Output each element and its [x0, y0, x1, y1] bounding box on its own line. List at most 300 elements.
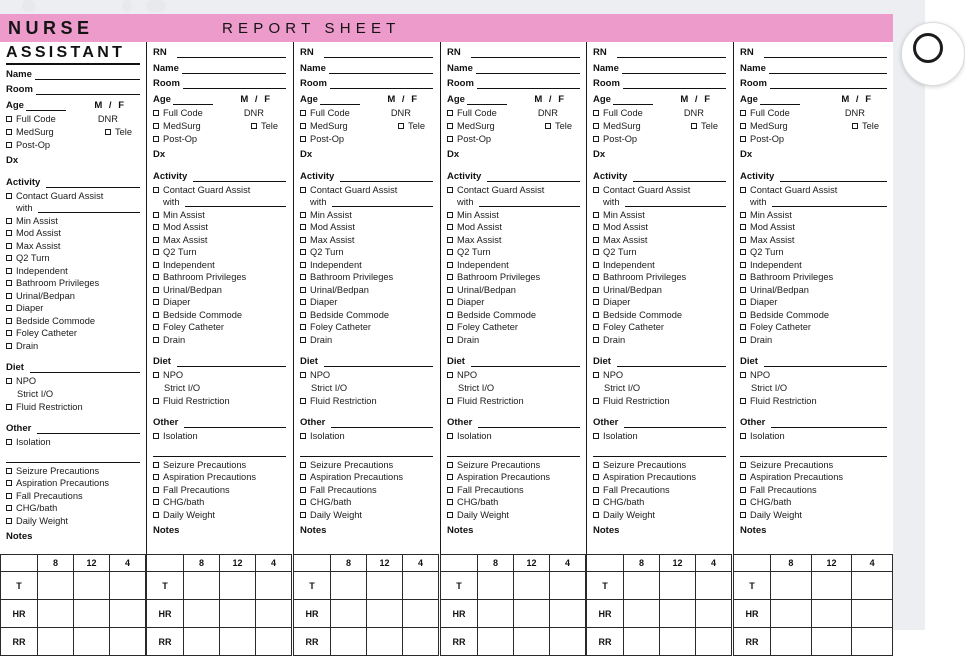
checkbox-icon[interactable]	[740, 312, 746, 318]
write-in-line[interactable]	[36, 86, 140, 95]
activity-item[interactable]	[447, 185, 580, 195]
activity-item[interactable]	[447, 247, 580, 257]
checkbox-icon[interactable]	[740, 224, 746, 230]
precaution-item[interactable]	[6, 478, 140, 488]
vitals-cell[interactable]	[74, 600, 110, 628]
checkbox-icon[interactable]	[691, 123, 697, 129]
activity-item[interactable]	[593, 335, 726, 345]
checkbox-icon[interactable]	[153, 123, 159, 129]
precaution-item[interactable]	[300, 510, 433, 520]
activity-item[interactable]	[740, 235, 887, 245]
diet-item[interactable]	[300, 396, 433, 406]
write-in-line[interactable]	[769, 65, 887, 74]
checkbox-icon[interactable]	[6, 129, 12, 135]
write-in-line[interactable]	[625, 198, 726, 207]
checkbox-icon[interactable]	[593, 187, 599, 193]
activity-item[interactable]	[447, 260, 580, 270]
activity-item[interactable]	[6, 316, 140, 326]
write-in-line[interactable]	[46, 179, 140, 188]
tele-row[interactable]	[545, 121, 580, 131]
write-in-line[interactable]	[182, 65, 286, 74]
post-op-row[interactable]	[593, 134, 726, 144]
activity-item[interactable]	[153, 185, 286, 195]
tele-row[interactable]	[398, 121, 433, 131]
vitals-cell[interactable]	[110, 572, 146, 600]
medsurg-row[interactable]	[740, 121, 887, 131]
activity-item[interactable]	[153, 335, 286, 345]
checkbox-icon[interactable]	[153, 499, 159, 505]
activity-item[interactable]	[153, 285, 286, 295]
checkbox-icon[interactable]	[593, 499, 599, 505]
checkbox-icon[interactable]	[300, 372, 306, 378]
vitals-cell[interactable]	[660, 572, 696, 600]
vitals-cell[interactable]	[852, 600, 893, 628]
vitals-cell[interactable]	[220, 572, 256, 600]
activity-item[interactable]	[447, 297, 580, 307]
activity-item[interactable]	[740, 297, 887, 307]
activity-item[interactable]	[300, 335, 433, 345]
checkbox-icon[interactable]	[447, 433, 453, 439]
checkbox-icon[interactable]	[251, 123, 257, 129]
write-in-line[interactable]	[760, 96, 800, 105]
write-in-line[interactable]	[177, 49, 286, 58]
checkbox-icon[interactable]	[593, 110, 599, 116]
precaution-item[interactable]	[447, 497, 580, 507]
activity-item[interactable]	[740, 335, 887, 345]
vitals-cell[interactable]	[514, 572, 550, 600]
write-in-line[interactable]	[471, 49, 580, 58]
write-in-line[interactable]	[477, 80, 580, 89]
activity-item[interactable]	[740, 322, 887, 332]
checkbox-icon[interactable]	[6, 318, 12, 324]
activity-item[interactable]	[593, 185, 726, 195]
write-in-line[interactable]	[193, 173, 286, 182]
diet-item[interactable]	[740, 396, 887, 406]
medsurg-row[interactable]	[593, 121, 726, 131]
activity-item[interactable]	[593, 310, 726, 320]
vitals-cell[interactable]	[660, 600, 696, 628]
checkbox-icon[interactable]	[447, 324, 453, 330]
sex-selector[interactable]: M / F	[534, 94, 566, 105]
checkbox-icon[interactable]	[593, 398, 599, 404]
checkbox-icon[interactable]	[300, 187, 306, 193]
precaution-item[interactable]	[300, 497, 433, 507]
checkbox-icon[interactable]	[105, 129, 111, 135]
checkbox-icon[interactable]	[593, 299, 599, 305]
checkbox-icon[interactable]	[398, 123, 404, 129]
checkbox-icon[interactable]	[153, 312, 159, 318]
checkbox-icon[interactable]	[6, 255, 12, 261]
checkbox-icon[interactable]	[300, 123, 306, 129]
activity-item[interactable]	[300, 247, 433, 257]
checkbox-icon[interactable]	[6, 293, 12, 299]
write-in-line[interactable]	[764, 358, 887, 367]
diet-item[interactable]	[153, 370, 286, 380]
vitals-cell[interactable]	[220, 600, 256, 628]
checkbox-icon[interactable]	[740, 123, 746, 129]
activity-item[interactable]	[6, 191, 140, 201]
write-in-line[interactable]	[329, 65, 433, 74]
checkbox-icon[interactable]	[300, 312, 306, 318]
checkbox-icon[interactable]	[740, 398, 746, 404]
checkbox-icon[interactable]	[593, 312, 599, 318]
vitals-cell[interactable]	[331, 600, 367, 628]
precaution-item[interactable]	[447, 460, 580, 470]
checkbox-icon[interactable]	[447, 123, 453, 129]
activity-item[interactable]	[593, 247, 726, 257]
vitals-cell[interactable]	[660, 628, 696, 656]
vitals-cell[interactable]	[403, 628, 439, 656]
checkbox-icon[interactable]	[6, 268, 12, 274]
checkbox-icon[interactable]	[740, 212, 746, 218]
write-in-line[interactable]	[30, 364, 140, 373]
write-in-line[interactable]	[173, 96, 213, 105]
checkbox-icon[interactable]	[300, 249, 306, 255]
checkbox-icon[interactable]	[740, 337, 746, 343]
checkbox-icon[interactable]	[447, 187, 453, 193]
write-in-line[interactable]	[622, 65, 726, 74]
write-in-line[interactable]	[300, 444, 433, 457]
checkbox-icon[interactable]	[153, 136, 159, 142]
write-in-line[interactable]	[35, 71, 140, 80]
tele-row[interactable]	[852, 121, 887, 131]
write-in-line[interactable]	[184, 419, 286, 428]
checkbox-icon[interactable]	[6, 439, 12, 445]
precaution-item[interactable]	[740, 485, 887, 495]
full-code-row[interactable]	[300, 108, 433, 118]
write-in-line[interactable]	[633, 173, 726, 182]
checkbox-icon[interactable]	[447, 212, 453, 218]
checkbox-icon[interactable]	[153, 110, 159, 116]
checkbox-icon[interactable]	[153, 462, 159, 468]
checkbox-icon[interactable]	[740, 512, 746, 518]
activity-item[interactable]	[740, 310, 887, 320]
sex-selector[interactable]: M / F	[387, 94, 419, 105]
checkbox-icon[interactable]	[300, 499, 306, 505]
precaution-item[interactable]	[593, 460, 726, 470]
checkbox-icon[interactable]	[593, 262, 599, 268]
checkbox-icon[interactable]	[6, 142, 12, 148]
write-in-line[interactable]	[479, 198, 580, 207]
precaution-item[interactable]	[153, 510, 286, 520]
diet-item[interactable]	[593, 396, 726, 406]
write-in-line[interactable]	[617, 49, 726, 58]
vitals-cell[interactable]	[367, 572, 403, 600]
checkbox-icon[interactable]	[447, 237, 453, 243]
activity-item[interactable]	[6, 303, 140, 313]
checkbox-icon[interactable]	[740, 237, 746, 243]
other-item[interactable]	[153, 431, 286, 441]
write-in-line[interactable]	[324, 49, 433, 58]
checkbox-icon[interactable]	[300, 224, 306, 230]
sex-selector[interactable]: M / F	[841, 94, 873, 105]
vitals-cell[interactable]	[478, 572, 514, 600]
checkbox-icon[interactable]	[300, 237, 306, 243]
sex-selector[interactable]: M / F	[240, 94, 272, 105]
other-item[interactable]	[593, 431, 726, 441]
vitals-cell[interactable]	[331, 572, 367, 600]
checkbox-icon[interactable]	[593, 123, 599, 129]
checkbox-icon[interactable]	[593, 249, 599, 255]
write-in-line[interactable]	[624, 419, 726, 428]
activity-item[interactable]	[153, 260, 286, 270]
activity-item[interactable]	[593, 210, 726, 220]
vitals-cell[interactable]	[256, 600, 292, 628]
checkbox-icon[interactable]	[447, 398, 453, 404]
vitals-cell[interactable]	[367, 628, 403, 656]
precaution-item[interactable]	[153, 497, 286, 507]
write-in-line[interactable]	[771, 419, 887, 428]
activity-item[interactable]	[300, 260, 433, 270]
diet-item[interactable]	[740, 370, 887, 380]
activity-item[interactable]	[593, 297, 726, 307]
activity-item[interactable]	[447, 272, 580, 282]
checkbox-icon[interactable]	[447, 487, 453, 493]
write-in-line[interactable]	[324, 358, 433, 367]
other-item[interactable]	[447, 431, 580, 441]
write-in-line[interactable]	[780, 173, 887, 182]
checkbox-icon[interactable]	[740, 372, 746, 378]
post-op-row[interactable]	[6, 140, 140, 150]
precaution-item[interactable]	[447, 510, 580, 520]
vitals-cell[interactable]	[550, 572, 586, 600]
sex-selector[interactable]: M / F	[680, 94, 712, 105]
other-item[interactable]	[300, 431, 433, 441]
checkbox-icon[interactable]	[6, 468, 12, 474]
precaution-item[interactable]	[6, 491, 140, 501]
checkbox-icon[interactable]	[740, 274, 746, 280]
checkbox-icon[interactable]	[300, 462, 306, 468]
precaution-item[interactable]	[153, 460, 286, 470]
checkbox-icon[interactable]	[153, 237, 159, 243]
full-code-row[interactable]	[6, 114, 140, 124]
diet-item[interactable]	[447, 396, 580, 406]
diet-item[interactable]	[593, 370, 726, 380]
precaution-item[interactable]	[300, 460, 433, 470]
vitals-cell[interactable]	[38, 572, 74, 600]
vitals-cell[interactable]	[852, 572, 893, 600]
checkbox-icon[interactable]	[153, 337, 159, 343]
checkbox-icon[interactable]	[593, 237, 599, 243]
activity-item[interactable]	[740, 285, 887, 295]
checkbox-icon[interactable]	[6, 518, 12, 524]
vitals-cell[interactable]	[110, 628, 146, 656]
checkbox-icon[interactable]	[6, 193, 12, 199]
write-in-line[interactable]	[37, 425, 140, 434]
activity-item[interactable]	[447, 222, 580, 232]
checkbox-icon[interactable]	[593, 487, 599, 493]
checkbox-icon[interactable]	[300, 474, 306, 480]
vitals-cell[interactable]	[220, 628, 256, 656]
vitals-cell[interactable]	[38, 600, 74, 628]
checkbox-icon[interactable]	[300, 324, 306, 330]
activity-item[interactable]	[300, 272, 433, 282]
activity-item[interactable]	[447, 322, 580, 332]
activity-item[interactable]	[6, 228, 140, 238]
vitals-cell[interactable]	[184, 628, 220, 656]
checkbox-icon[interactable]	[6, 404, 12, 410]
precaution-item[interactable]	[300, 485, 433, 495]
diet-item[interactable]	[447, 370, 580, 380]
write-in-line[interactable]	[740, 444, 887, 457]
write-in-line[interactable]	[478, 419, 580, 428]
activity-item[interactable]	[300, 322, 433, 332]
activity-item[interactable]	[593, 322, 726, 332]
write-in-line[interactable]	[6, 450, 140, 463]
checkbox-icon[interactable]	[593, 324, 599, 330]
checkbox-icon[interactable]	[6, 116, 12, 122]
write-in-line[interactable]	[467, 96, 507, 105]
write-in-line[interactable]	[183, 80, 286, 89]
checkbox-icon[interactable]	[300, 337, 306, 343]
checkbox-icon[interactable]	[6, 218, 12, 224]
vitals-cell[interactable]	[367, 600, 403, 628]
checkbox-icon[interactable]	[447, 512, 453, 518]
activity-item[interactable]	[153, 210, 286, 220]
activity-item[interactable]	[740, 260, 887, 270]
checkbox-icon[interactable]	[593, 372, 599, 378]
checkbox-icon[interactable]	[153, 474, 159, 480]
checkbox-icon[interactable]	[545, 123, 551, 129]
checkbox-icon[interactable]	[153, 274, 159, 280]
diet-item[interactable]	[300, 370, 433, 380]
checkbox-icon[interactable]	[447, 474, 453, 480]
checkbox-icon[interactable]	[740, 287, 746, 293]
precaution-item[interactable]	[593, 510, 726, 520]
checkbox-icon[interactable]	[447, 462, 453, 468]
precaution-item[interactable]	[447, 472, 580, 482]
checkbox-icon[interactable]	[740, 462, 746, 468]
diet-item[interactable]	[6, 376, 140, 386]
activity-item[interactable]	[153, 272, 286, 282]
activity-item[interactable]	[740, 185, 887, 195]
write-in-line[interactable]	[340, 173, 433, 182]
write-in-line[interactable]	[764, 49, 887, 58]
activity-item[interactable]	[300, 285, 433, 295]
checkbox-icon[interactable]	[740, 110, 746, 116]
post-op-row[interactable]	[447, 134, 580, 144]
precaution-item[interactable]	[740, 472, 887, 482]
checkbox-icon[interactable]	[153, 187, 159, 193]
checkbox-icon[interactable]	[300, 299, 306, 305]
precaution-item[interactable]	[6, 503, 140, 513]
checkbox-icon[interactable]	[153, 433, 159, 439]
vitals-cell[interactable]	[478, 600, 514, 628]
checkbox-icon[interactable]	[593, 287, 599, 293]
tele-row[interactable]	[105, 127, 140, 137]
checkbox-icon[interactable]	[740, 187, 746, 193]
diet-item[interactable]	[6, 402, 140, 412]
vitals-cell[interactable]	[478, 628, 514, 656]
checkbox-icon[interactable]	[300, 512, 306, 518]
tele-row[interactable]	[691, 121, 726, 131]
checkbox-icon[interactable]	[740, 474, 746, 480]
checkbox-icon[interactable]	[447, 249, 453, 255]
write-in-line[interactable]	[772, 198, 887, 207]
checkbox-icon[interactable]	[6, 280, 12, 286]
other-item[interactable]	[6, 437, 140, 447]
activity-item[interactable]	[447, 285, 580, 295]
activity-item[interactable]	[740, 222, 887, 232]
full-code-row[interactable]	[447, 108, 580, 118]
checkbox-icon[interactable]	[447, 136, 453, 142]
checkbox-icon[interactable]	[6, 330, 12, 336]
checkbox-icon[interactable]	[153, 287, 159, 293]
checkbox-icon[interactable]	[740, 299, 746, 305]
activity-item[interactable]	[153, 222, 286, 232]
activity-item[interactable]	[6, 291, 140, 301]
full-code-row[interactable]	[593, 108, 726, 118]
medsurg-row[interactable]	[153, 121, 286, 131]
checkbox-icon[interactable]	[300, 212, 306, 218]
checkbox-icon[interactable]	[153, 512, 159, 518]
precaution-item[interactable]	[153, 485, 286, 495]
checkbox-icon[interactable]	[6, 243, 12, 249]
write-in-line[interactable]	[330, 80, 433, 89]
checkbox-icon[interactable]	[852, 123, 858, 129]
checkbox-icon[interactable]	[447, 499, 453, 505]
vitals-cell[interactable]	[696, 628, 732, 656]
checkbox-icon[interactable]	[593, 274, 599, 280]
full-code-row[interactable]	[153, 108, 286, 118]
checkbox-icon[interactable]	[300, 287, 306, 293]
activity-item[interactable]	[153, 235, 286, 245]
activity-item[interactable]	[593, 222, 726, 232]
vitals-cell[interactable]	[38, 628, 74, 656]
write-in-line[interactable]	[617, 358, 726, 367]
activity-item[interactable]	[740, 210, 887, 220]
checkbox-icon[interactable]	[153, 487, 159, 493]
checkbox-icon[interactable]	[6, 480, 12, 486]
write-in-line[interactable]	[471, 358, 580, 367]
checkbox-icon[interactable]	[740, 487, 746, 493]
vitals-cell[interactable]	[811, 600, 852, 628]
checkbox-icon[interactable]	[153, 212, 159, 218]
checkbox-icon[interactable]	[300, 274, 306, 280]
write-in-line[interactable]	[593, 444, 726, 457]
tele-row[interactable]	[251, 121, 286, 131]
activity-item[interactable]	[593, 235, 726, 245]
checkbox-icon[interactable]	[447, 274, 453, 280]
write-in-line[interactable]	[320, 96, 360, 105]
vitals-cell[interactable]	[184, 600, 220, 628]
write-in-line[interactable]	[26, 102, 66, 111]
checkbox-icon[interactable]	[593, 474, 599, 480]
checkbox-icon[interactable]	[300, 487, 306, 493]
checkbox-icon[interactable]	[447, 299, 453, 305]
checkbox-icon[interactable]	[300, 433, 306, 439]
precaution-item[interactable]	[6, 516, 140, 526]
activity-item[interactable]	[153, 247, 286, 257]
vitals-cell[interactable]	[550, 600, 586, 628]
checkbox-icon[interactable]	[740, 262, 746, 268]
checkbox-icon[interactable]	[6, 230, 12, 236]
activity-item[interactable]	[300, 222, 433, 232]
checkbox-icon[interactable]	[153, 224, 159, 230]
magnifier-icon[interactable]	[901, 22, 965, 86]
activity-item[interactable]	[447, 335, 580, 345]
checkbox-icon[interactable]	[153, 262, 159, 268]
activity-item[interactable]	[300, 185, 433, 195]
activity-item[interactable]	[153, 297, 286, 307]
checkbox-icon[interactable]	[300, 110, 306, 116]
vitals-cell[interactable]	[403, 572, 439, 600]
checkbox-icon[interactable]	[6, 493, 12, 499]
checkbox-icon[interactable]	[447, 312, 453, 318]
vitals-cell[interactable]	[624, 628, 660, 656]
checkbox-icon[interactable]	[593, 136, 599, 142]
checkbox-icon[interactable]	[6, 378, 12, 384]
